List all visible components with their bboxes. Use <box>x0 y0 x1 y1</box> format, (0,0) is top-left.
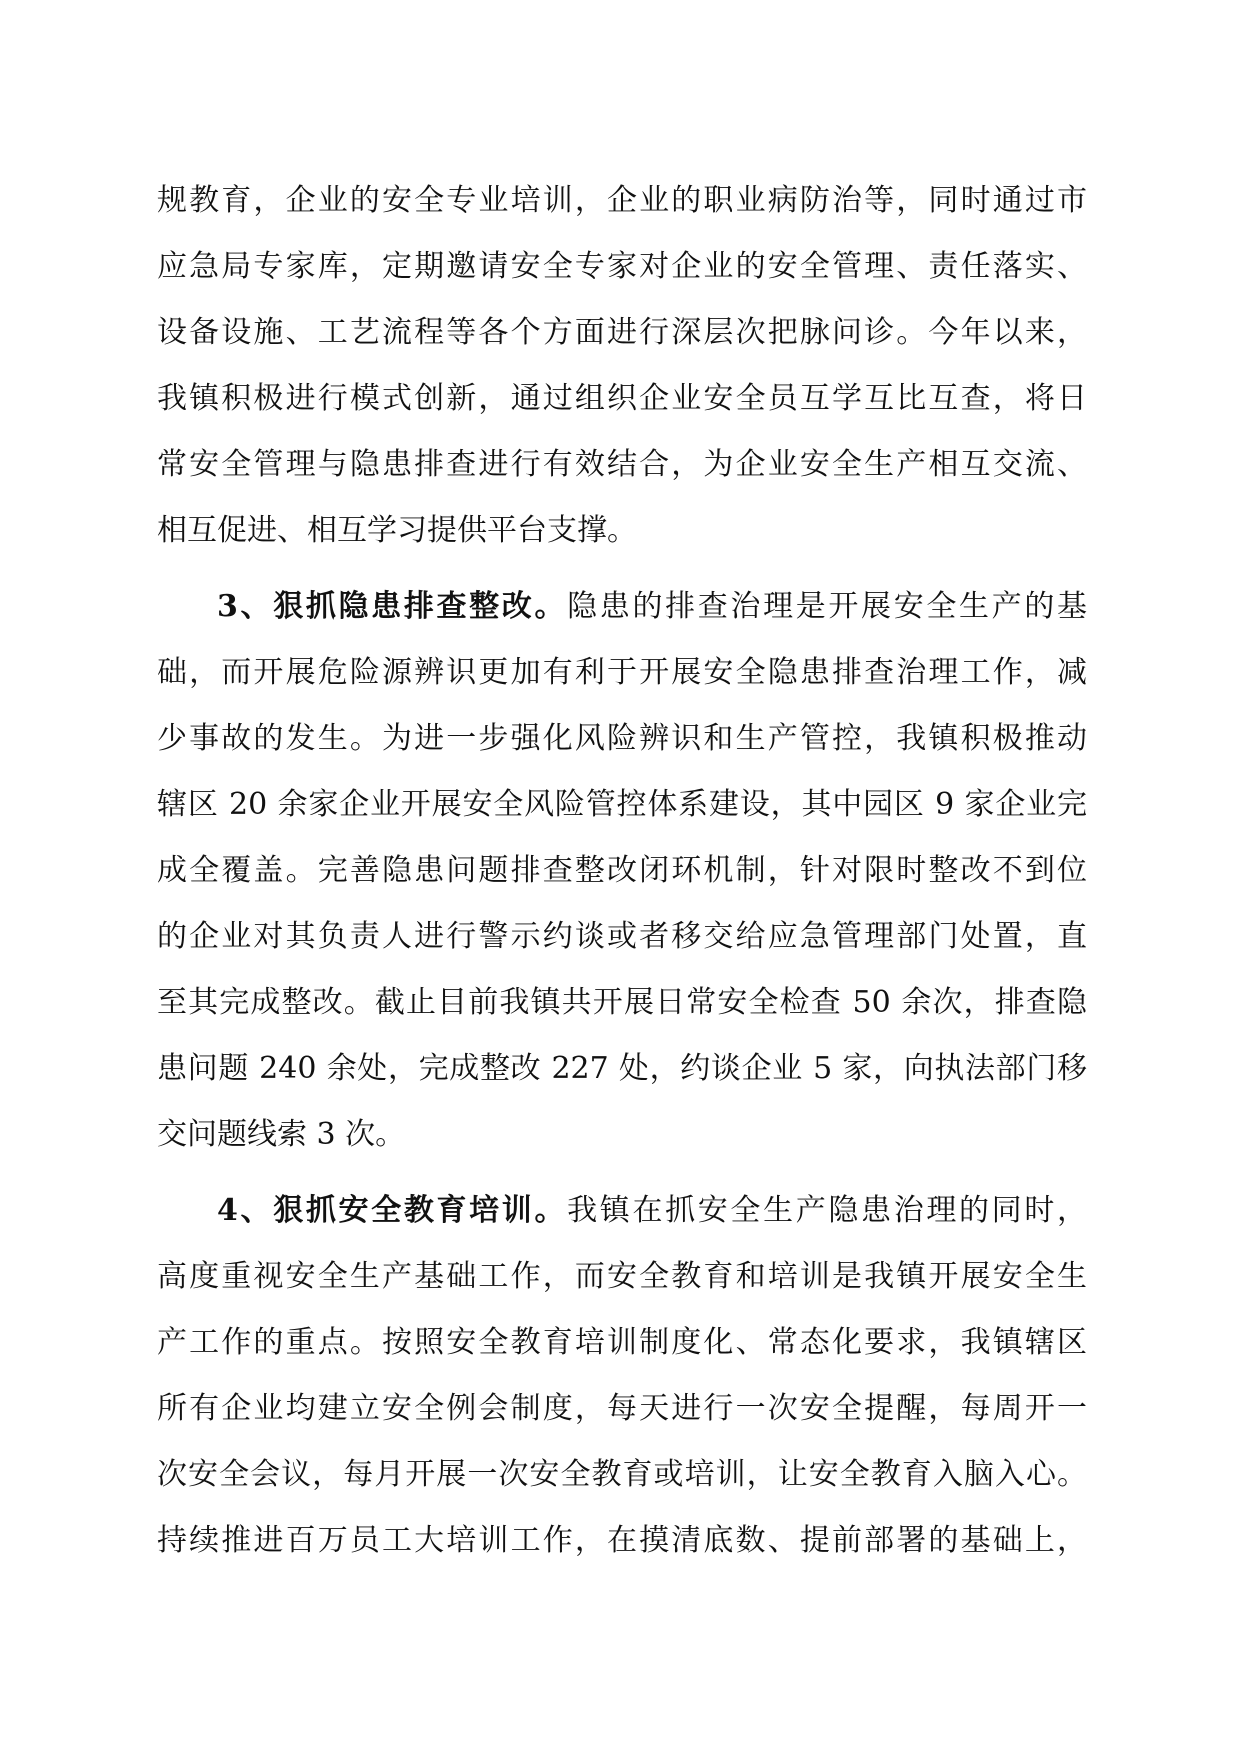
text-line: 规教育，企业的安全专业培训，企业的职业病防治等，同时通过市 <box>157 183 1087 218</box>
text-line: 的企业对其负责人进行警示约谈或者移交给应急管理部门处置，直 <box>157 919 1087 954</box>
text-line: 应急局专家库，定期邀请安全专家对企业的安全管理、责任落实、 <box>157 249 1087 284</box>
paragraph-continuation <box>157 168 1087 564</box>
paragraph-hazard-rectification <box>157 574 1087 1168</box>
section-heading: 4、狠抓安全教育培训。 <box>217 1193 568 1228</box>
text-line: 成全覆盖。完善隐患问题排查整改闭环机制，针对限时整改不到位 <box>157 853 1087 888</box>
text-line: 设备设施、工艺流程等各个方面进行深层次把脉问诊。今年以来， <box>157 315 1087 350</box>
text-line: 持续推进百万员工大培训工作，在摸清底数、提前部署的基础上， <box>157 1523 1087 1558</box>
heading-line-text: 我镇在抓安全生产隐患治理的同时， <box>567 1193 1088 1228</box>
text-line: 产工作的重点。按照安全教育培训制度化、常态化要求，我镇辖区 <box>157 1325 1087 1360</box>
text-line <box>157 574 1087 640</box>
section-heading: 3、狠抓隐患排查整改。 <box>217 589 568 624</box>
text-line: 次安全会议，每月开展一次安全教育或培训，让安全教育入脑入心。 <box>157 1457 1087 1492</box>
text-line: 患问题 240 余处，完成整改 227 处，约谈企业 5 家，向执法部门移 <box>157 1051 1087 1086</box>
text-line: 我镇积极进行模式创新，通过组织企业安全员互学互比互查，将日 <box>157 381 1087 416</box>
text-line: 高度重视安全生产基础工作，而安全教育和培训是我镇开展安全生 <box>157 1259 1087 1294</box>
document-page <box>157 168 1087 1574</box>
text-line: 所有企业均建立安全例会制度，每天进行一次安全提醒，每周开一 <box>157 1391 1087 1426</box>
text-line: 辖区 20 余家企业开展安全风险管控体系建设，其中园区 9 家企业完 <box>157 787 1087 822</box>
text-line: 础，而开展危险源辨识更加有利于开展安全隐患排查治理工作，减 <box>157 655 1087 690</box>
text-line <box>157 1178 1087 1244</box>
text-line: 常安全管理与隐患排查进行有效结合，为企业安全生产相互交流、 <box>157 447 1087 482</box>
text-line: 交问题线索 3 次。 <box>157 1117 406 1152</box>
heading-line-text: 隐患的排查治理是开展安全生产的基 <box>567 589 1088 624</box>
paragraph-safety-training <box>157 1178 1087 1574</box>
text-line: 少事故的发生。为进一步强化风险辨识和生产管控，我镇积极推动 <box>157 721 1087 756</box>
text-line: 至其完成整改。截止目前我镇共开展日常安全检查 50 余次，排查隐 <box>157 985 1087 1020</box>
text-line: 相互促进、相互学习提供平台支撑。 <box>157 513 637 548</box>
